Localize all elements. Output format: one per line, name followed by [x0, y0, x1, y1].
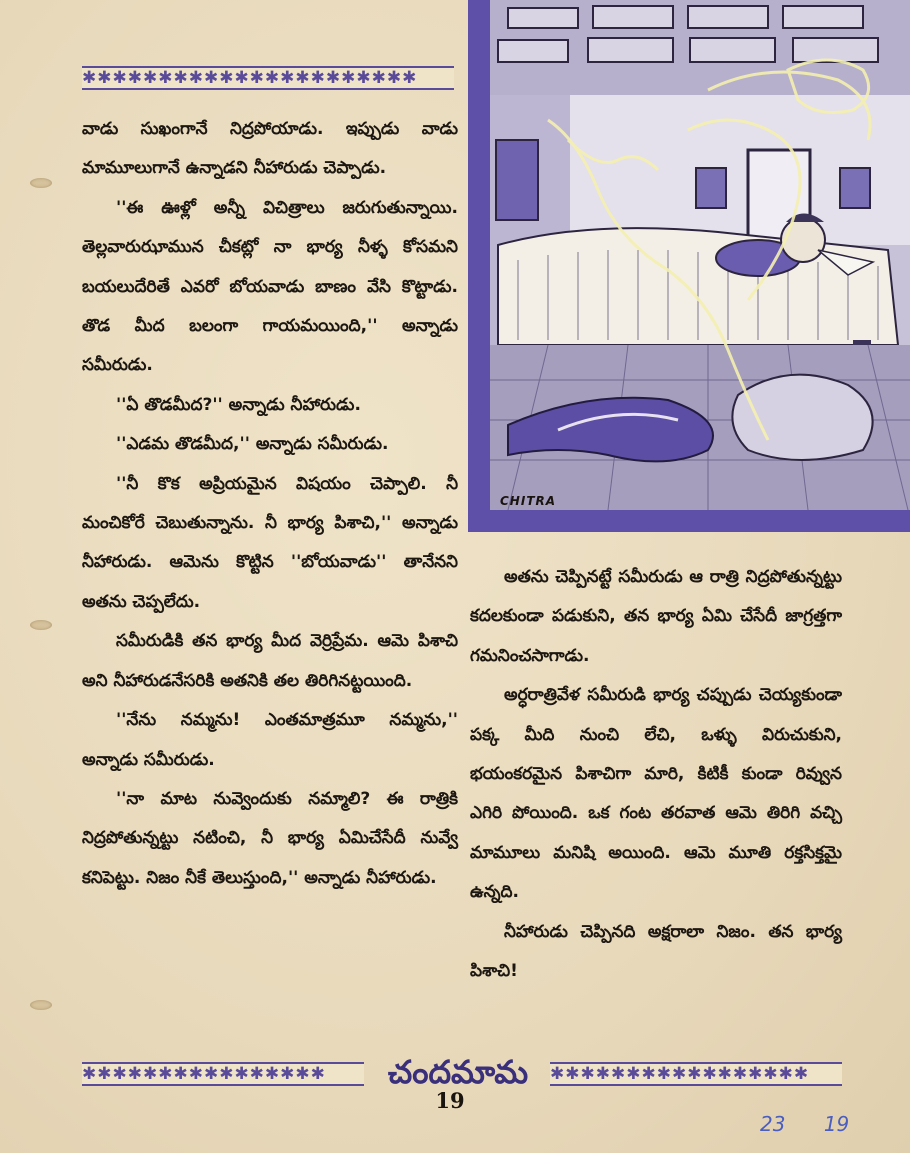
- footer-ornament-left: ✱✱✱✱✱✱✱✱✱✱✱✱✱✱✱✱: [82, 1062, 364, 1086]
- magazine-title: చందమామ: [387, 1053, 529, 1091]
- story-paragraph: ''ఎడమ తొడమీద,'' అన్నాడు సమీరుడు.: [116, 434, 389, 455]
- bedroom-ghost-drawing: [468, 0, 910, 532]
- pencil-mark: 19: [823, 1112, 850, 1136]
- page-number: 19: [435, 1088, 465, 1113]
- story-paragraph: సమీరుడికి తన భార్య మీద వెర్రిప్రేమ. ఆమె పిశాచి అని నీహారుడనేసరికి అతనికి తల తిరిగినట్టయింది.: [82, 631, 458, 691]
- story-paragraph: అర్ధరాత్రివేళ సమీరుడి భార్య చప్పుడు చెయ్యకుండా పక్క మీది నుంచి లేచి, ఒళ్ళు విరుచుకుని, భయంకరమైన పిశాచిగా మారి, కిటికీ కుండా రివ్వున ఎగిరి పోయింది. ఒక గంట తరవాత ఆమె తిరిగి వచ్చి మామూలు మనిషి అయింది. ఆమె మూతి రక్తసిక్తమై ఉన్నది.: [470, 685, 842, 903]
- right-text-column: [470, 558, 842, 991]
- story-paragraph: ''నేను నమ్మను! ఎంతమాత్రమూ నమ్మను,'' అన్నాడు సమీరుడు.: [82, 710, 458, 770]
- footer-ornament-right: ✱✱✱✱✱✱✱✱✱✱✱✱✱✱✱✱✱: [550, 1062, 842, 1086]
- story-illustration: [468, 0, 910, 532]
- story-paragraph: ''ఏ తొడమీద?'' అన్నాడు నీహారుడు.: [116, 394, 361, 415]
- binding-hole: [30, 1000, 52, 1010]
- story-paragraph: అతను చెప్పినట్టే సమీరుడు ఆ రాత్రి నిద్రపోతున్నట్టు కదలకుండా పడుకుని, తన భార్య ఏమి చేసేదీ జాగ్రత్తగా గమనించసాగాడు.: [470, 567, 842, 666]
- artist-signature: CHITRA: [500, 494, 557, 508]
- top-ornament-border: ✱✱✱✱✱✱✱✱✱✱✱✱✱✱✱✱✱✱✱✱✱✱: [82, 66, 454, 90]
- story-paragraph: ''నీ కొక అప్రియమైన విషయం చెప్పాలి. నీ మంచికోరే చెబుతున్నాను. నీ భార్య పిశాచి,'' అన్నాడు నీహారుడు. ఆమెను కొట్టిన ''బోయవాడు'' తానేనని అతను చెప్పలేదు.: [82, 473, 458, 612]
- story-paragraph: వాడు సుఖంగానే నిద్రపోయాడు. ఇప్పుడు వాడు మామూలుగానే ఉన్నాడని నీహారుడు చెప్పాడు.: [82, 119, 458, 179]
- left-text-column: [82, 110, 458, 898]
- binding-hole: [30, 620, 52, 630]
- pencil-mark: 23: [760, 1112, 786, 1136]
- story-paragraph: నీహారుడు చెప్పినది అక్షరాలా నిజం. తన భార్య పిశాచి!: [470, 921, 842, 982]
- binding-hole: [30, 178, 52, 188]
- story-paragraph: ''నా మాట నువ్వెందుకు నమ్మాలి? ఈ రాత్రికి నిద్రపోతున్నట్టు నటించి, నీ భార్య ఏమిచేసేదీ నువ్వే కనిపెట్టు. నిజం నీకే తెలుస్తుంది,'' అన్నాడు నీహారుడు.: [82, 788, 458, 888]
- story-paragraph: ''ఈ ఊళ్లో అన్నీ విచిత్రాలు జరుగుతున్నాయి. తెల్లవారుఝామున చీకట్లో నా భార్య నీళ్ళ కోసమని బయలుదేరితే ఎవరో బోయవాడు బాణం వేసి కొట్టాడు. తొడ మీద బలంగా గాయమయింది,'' అన్నాడు సమీరుడు.: [82, 197, 458, 376]
- pencil-annotation: [760, 1112, 881, 1136]
